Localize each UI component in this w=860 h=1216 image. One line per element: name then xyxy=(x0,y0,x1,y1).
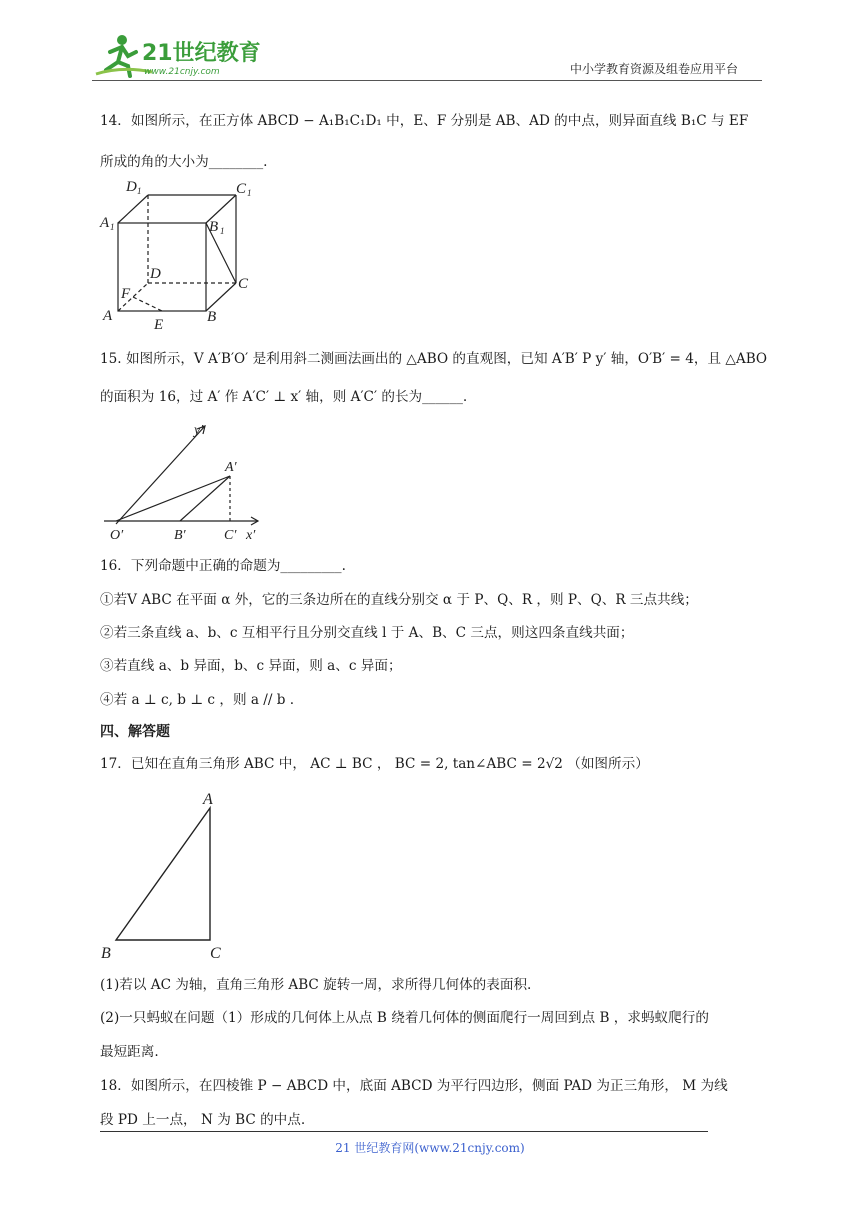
q17-part2-line2: 最短距离. xyxy=(100,1044,159,1060)
label-C-prime: C′ xyxy=(224,528,237,543)
right-triangle-figure xyxy=(98,788,228,963)
label-B-prime: B′ xyxy=(174,528,186,543)
q17-line1: 17．已知在直角三角形 ABC 中， AC ⊥ BC ， BC = 2, tan∠ABC = 2√2 （如图所示） xyxy=(100,756,649,772)
label-B: B xyxy=(101,945,111,962)
label-C: C xyxy=(210,945,221,962)
label-y-prime: y′ xyxy=(194,423,204,438)
footer-link[interactable]: 21 世纪教育网(www.21cnjy.com) xyxy=(335,1141,525,1155)
q17-part2-line1: (2)一只蚂蚁在问题（1）形成的几何体上从点 B 绕着几何体的侧面爬行一周回到点 B ，求蚂蚁爬行的 xyxy=(100,1010,709,1026)
label-C1: C xyxy=(236,181,247,197)
label-B1-sub: 1 xyxy=(220,226,225,236)
q14-line2: 所成的角的大小为________. xyxy=(100,154,268,170)
section-heading: 四、解答题 xyxy=(100,724,170,740)
cube-figure xyxy=(98,175,258,335)
q16-item4: ④若 a ⊥ c, b ⊥ c ，则 a // b . xyxy=(100,692,295,708)
q16-item1: ①若V ABC 在平面 α 外，它的三条边所在的直线分别交 α 于 P、Q、R ，则 P、Q、R 三点共线； xyxy=(100,592,698,608)
label-O-prime: O′ xyxy=(110,528,124,543)
logo-text: 21世纪教育 xyxy=(142,41,261,66)
label-D1-sub: 1 xyxy=(137,186,142,196)
oblique-axis-figure xyxy=(100,418,270,543)
label-B1: B xyxy=(209,219,219,235)
header-tagline: 中小学教育资源及组卷应用平台 xyxy=(570,62,739,76)
site-logo xyxy=(92,30,262,80)
label-A: A xyxy=(103,308,113,324)
label-B: B xyxy=(207,309,217,325)
label-A1: A xyxy=(100,215,110,231)
label-A1-sub: 1 xyxy=(110,222,115,232)
q14-line1: 14．如图所示，在正方体 ABCD − A₁B₁C₁D₁ 中，E、F 分别是 AB、AD 的中点，则异面直线 B₁C 与 EF xyxy=(100,113,749,129)
label-x-prime: x′ xyxy=(246,528,256,543)
label-D1: D xyxy=(126,179,137,195)
header-divider xyxy=(92,80,762,81)
q16-item3: ③若直线 a、b 异面，b、c 异面，则 a、c 异面； xyxy=(100,658,402,674)
label-D: D xyxy=(150,266,161,282)
label-A-prime: A′ xyxy=(225,460,237,475)
label-C: C xyxy=(238,276,249,292)
logo-url: www.21cnjy.com xyxy=(144,67,220,77)
q15-line1: 15. 如图所示，V A′B′O′ 是利用斜二测画法画出的 △ABO 的直观图，已知 A′B′ P y′ 轴，O′B′ = 4，且 △ABO xyxy=(100,351,768,367)
footer-divider xyxy=(100,1131,708,1132)
label-A: A xyxy=(203,791,213,808)
q16-line1: 16．下列命题中正确的命题为_________. xyxy=(100,558,346,574)
q17-part1: (1)若以 AC 为轴，直角三角形 ABC 旋转一周，求所得几何体的表面积. xyxy=(100,977,532,993)
q18-line1: 18．如图所示，在四棱锥 P − ABCD 中，底面 ABCD 为平行四边形，侧面 PAD 为正三角形， M 为线 xyxy=(100,1078,728,1094)
q16-item2: ②若三条直线 a、b、c 互相平行且分别交直线 l 于 A、B、C 三点，则这四条直线共面； xyxy=(100,625,634,641)
q15-line2: 的面积为 16，过 A′ 作 A′C′ ⊥ x′ 轴，则 A′C′ 的长为______. xyxy=(100,389,468,405)
label-C1-sub: 1 xyxy=(247,188,252,198)
q18-line2: 段 PD 上一点， N 为 BC 的中点. xyxy=(100,1112,306,1128)
label-F: F xyxy=(121,286,131,302)
label-E: E xyxy=(154,317,164,333)
